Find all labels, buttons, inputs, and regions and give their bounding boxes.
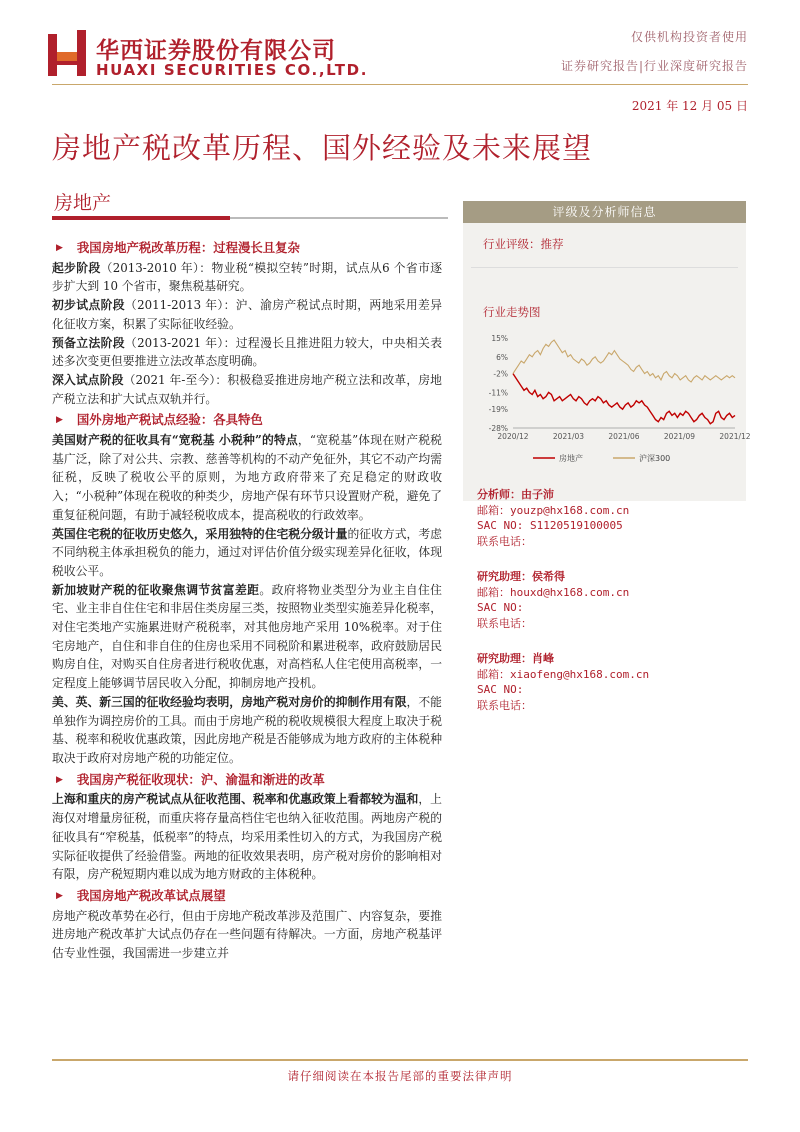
footer-divider [52, 1059, 748, 1061]
x-tick-label: 2021/09 [663, 432, 696, 441]
paragraph: 新加坡财产税的征收聚焦调节贫富差距。政府将物业类型分为业主自住住宅、业主非自住住宅和非居住类房屋三类，按照物业类型实施差异化税率，对住宅类地产实施累进财产税税率，对其他房地产采用 10%税率。对于住宅房地产，自住和非自住的住房也采用不同税阶和累进税率，政府鼓励居民购房自住，对购买自住房者进行税收优惠，对高档私人住宅使用高税率，一定程度上能够调节居民收入分配，抑制房地产投机。 [52, 582, 442, 691]
section-heading: ▶ 我国房产税征收现状：沪、渝温和渐进的改革 [52, 771, 442, 790]
sector-underline [52, 216, 230, 220]
section-heading: ▶ 国外房地产税试点经验：各具特色 [52, 411, 442, 430]
analyst-name: 研究助理：侯希得 [477, 570, 565, 583]
y-tick-label: -28% [488, 424, 508, 433]
bullet-triangle-icon: ▶ [56, 243, 63, 253]
rating-panel-body [463, 223, 751, 501]
rating-divider [471, 267, 738, 268]
y-tick-label: -11% [488, 388, 508, 398]
analyst-card [463, 651, 746, 713]
bullet-triangle-icon: ▶ [56, 774, 63, 785]
y-tick-label: -19% [488, 405, 508, 415]
sector-label: 房地产 [54, 192, 112, 214]
bullet-triangle-icon: ▶ [56, 890, 63, 901]
company-name-cn: 华西证券股份有限公司 [96, 38, 336, 64]
paragraph: 预备立法阶段（2013-2021 年）：过程漫长且推进阻力较大，中央相关表述多次变更但要推进立法改革态度明确。 [52, 335, 442, 369]
header-divider [52, 84, 748, 85]
series-line-real-estate [513, 374, 735, 424]
paragraph: 美国财产税的征收具有“宽税基 小税种”的特点，“宽税基”体现在财产税税基广泛，除了对公共、宗教、慈善等机构的不动产免征外，其它不动产均需征税，反映了税收公平的原则，为地方政府带来了充足稳定的财政收入；“小税种”体现在税收的种类少，房地产保有环节只设置财产税，避免了重复征税问题，有助于减轻税收成本，提高税收的行政效率。 [52, 433, 442, 522]
analyst-sac: SAC NO: [477, 683, 524, 696]
company-name-en: HUAXI SECURITIES CO.,LTD. [96, 61, 368, 79]
paragraph: 美、英、新三国的征收经验均表明，房地产税对房价的抑制作用有限，不能单独作为调控房价的工具。而由于房地产税的税收规模很大程度上取决于税基、税率和税收优惠政策，因此房地产税是否能够成为地方政府的主体税种取决于政府对房地产税的功能定位。 [52, 694, 442, 765]
report-date: 2021 年 12 月 05 日 [631, 99, 748, 113]
trend-line-chart [473, 330, 751, 480]
rating-panel [463, 201, 751, 501]
paragraph: 深入试点阶段（2021 年-至今）：积极稳妥推进房地产税立法和改革，房地产税立法和扩大试点双轨并行。 [52, 372, 442, 406]
report-title: 房地产税改革历程、国外经验及未来展望 [52, 131, 593, 165]
x-tick-label: 2021/03 [552, 432, 585, 441]
analyst-email: 邮箱：youzp@hx168.com.cn [477, 503, 630, 517]
report-type: 证券研究报告|行业深度研究报告 [560, 59, 748, 73]
sector-underline-grey [230, 217, 448, 219]
trend-chart-title: 行业走势图 [483, 305, 541, 319]
paragraph: 起步阶段（2013-2010 年）：物业税“模拟空转”时期，试点从6 个省市逐步扩大到 10 个省市，聚焦税基研究。 [52, 260, 442, 294]
analyst-phone: 联系电话： [477, 534, 532, 548]
analyst-email: 邮箱：houxd@hx168.com.cn [477, 585, 630, 599]
analyst-phone: 联系电话： [477, 698, 532, 712]
section-heading: ▶ 我国房地产税改革试点展望 [52, 887, 442, 906]
analyst-name: 分析师：由子沛 [477, 488, 554, 501]
legend-label: 房地产 [559, 454, 583, 463]
paragraph: 英国住宅税的征收历史悠久，采用独特的住宅税分级计量的征收方式，考虑不同纳税主体承担税负的能力，通过对评估价值分级实现差异化征收，体现税收公平。 [52, 526, 442, 578]
audience-note: 仅供机构投资者使用 [630, 30, 748, 44]
legal-notice: 请仔细阅读在本报告尾部的重要法律声明 [287, 1069, 513, 1083]
paragraph: 初步试点阶段（2011-2013 年）：沪、渝房产税试点时期，两地采用差异化征收方案，积累了实际征收经验。 [52, 298, 442, 331]
industry-rating: 行业评级：推荐 [483, 237, 564, 251]
paragraph: 房地产税改革势在必行，但由于房地产税改革涉及范围广、内容复杂，要推进房地产税改革扩大试点仍存在一些问题有待解决。一方面，房地产税基评估专业性强，我国需进一步建立并 [52, 908, 442, 961]
legend-label: 沪深300 [639, 454, 671, 463]
analyst-email: 邮箱：xiaofeng@hx168.com.cn [477, 667, 650, 681]
analyst-phone: 联系电话： [477, 616, 532, 630]
analyst-sac: SAC NO: S1120519100005 [477, 519, 623, 532]
x-tick-label: 2020/12 [497, 432, 529, 441]
y-tick-label: 15% [491, 334, 508, 343]
paragraph: 上海和重庆的房产税试点从征收范围、税率和优惠政策上看都较为温和，上海仅对增量房征税，而重庆将存量高档住宅也纳入征收范围。两地房产税的征收具有“窄税基，低税率”的特点，均采用柔性切入的方式，为我国房产税实际征收提供了经验借鉴。两地的征收效果表明，房产税对房价的影响相对有限，房产税短期内难以成为地方财政的主体税种。 [52, 792, 442, 882]
bullet-triangle-icon: ▶ [56, 415, 63, 426]
rating-panel-title: 评级及分析师信息 [463, 201, 746, 223]
analyst-card [463, 487, 746, 549]
y-tick-label: -2% [493, 369, 508, 379]
analyst-list [463, 487, 746, 733]
huaxi-logo-icon [48, 30, 86, 76]
y-tick-label: 6% [496, 352, 508, 362]
analyst-name: 研究助理：肖峰 [477, 652, 554, 665]
report-summary [52, 236, 442, 963]
series-line-csi300 [513, 340, 735, 382]
analyst-card [463, 569, 746, 631]
section-heading: ▶ 我国房地产税改革历程：过程漫长且复杂 [52, 239, 442, 258]
x-tick-label: 2021/06 [608, 432, 640, 441]
x-tick-label: 2021/12 [719, 432, 751, 441]
analyst-sac: SAC NO: [477, 601, 524, 614]
